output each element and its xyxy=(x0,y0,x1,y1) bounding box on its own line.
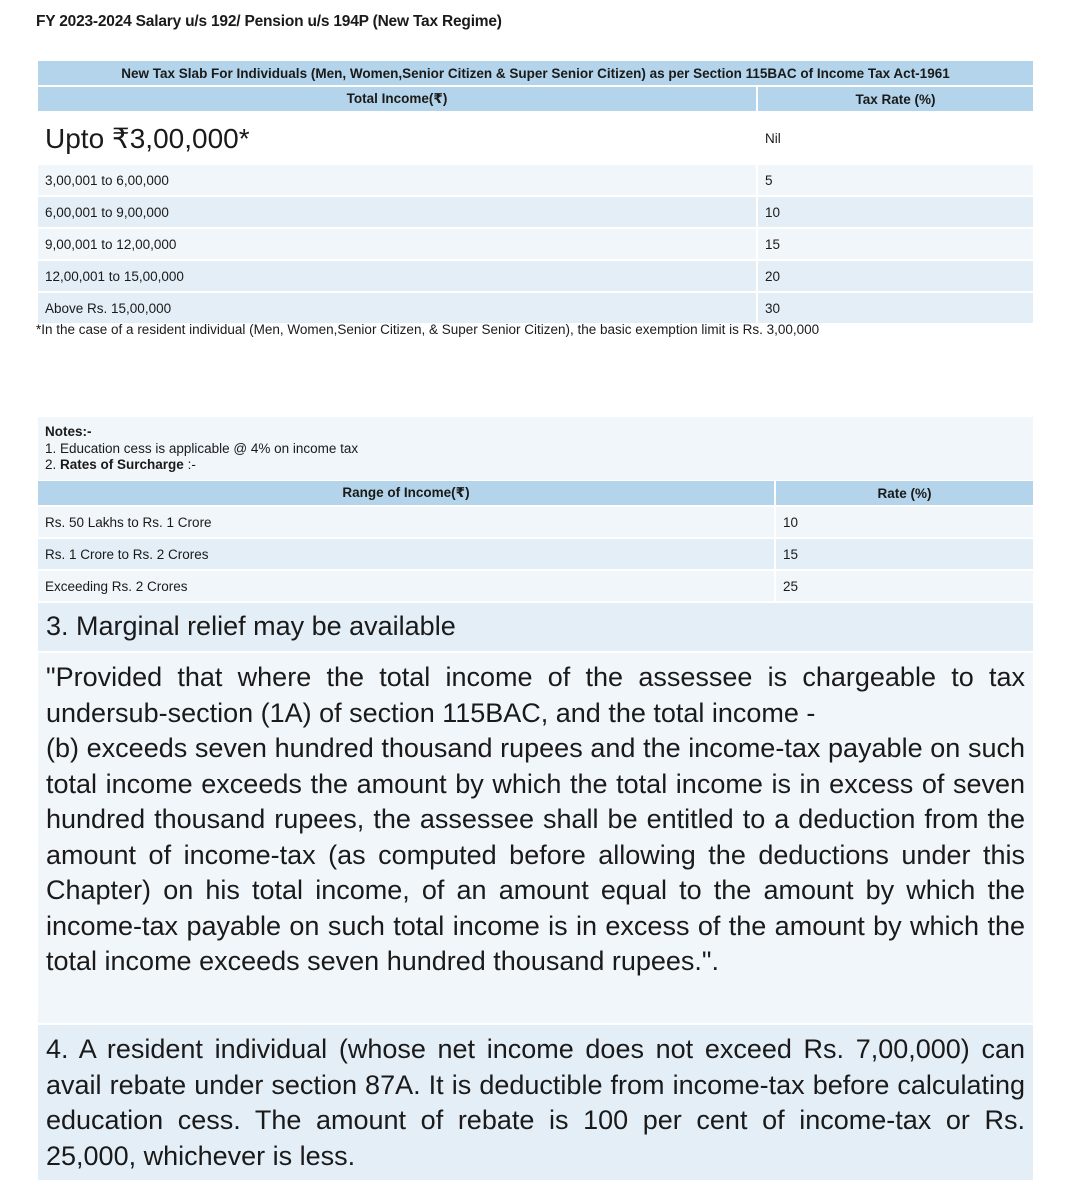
income-cell: 6,00,001 to 9,00,000 xyxy=(38,197,756,227)
surcharge-table xyxy=(38,481,1033,601)
table-row xyxy=(38,539,1033,569)
notes-section xyxy=(38,417,1033,480)
notes-heading: Notes:- xyxy=(45,424,92,439)
proviso-text-part2: (b) exceeds seven hundred thousand rupees and the income-tax payable on such total income exceeds the amount by which the total income is in excess of seven hundred thousand rupees, the assessee shall be entitled to a deduction from the amount of income-tax (as computed before allowing the deductions under this Chapter) on his total income, of an amount equal to the amount by which the income-tax payable on such total income is in excess of the amount by which the total income exceeds seven hundred thousand rupees.". xyxy=(46,733,1025,976)
exemption-footnote: *In the case of a resident individual (Men, Women,Senior Citizen, & Super Senior Citizen), the basic exemption limit is Rs. 3,00,000 xyxy=(36,322,820,337)
column-header-range-of-income: Range of Income(₹) xyxy=(38,481,774,505)
note-number: 2. xyxy=(45,457,61,472)
note-marginal-relief-heading: 3. Marginal relief may be available xyxy=(38,603,1033,651)
range-cell: Rs. 50 Lakhs to Rs. 1 Crore xyxy=(38,507,774,537)
table-caption: New Tax Slab For Individuals (Men, Women,Senior Citizen & Super Senior Citizen) as per Section 115BAC of Income Tax Act-1961 xyxy=(38,61,1033,85)
table-row xyxy=(38,197,1033,227)
note-education-cess: 1. Education cess is applicable @ 4% on income tax xyxy=(45,440,359,456)
rate-cell: 15 xyxy=(758,229,1033,259)
column-header-total-income: Total Income(₹) xyxy=(38,87,756,111)
range-cell: Exceeding Rs. 2 Crores xyxy=(38,571,774,601)
rate-cell: 30 xyxy=(758,293,1033,323)
note-surcharge-label xyxy=(45,457,1026,474)
income-cell: Upto ₹3,00,000* xyxy=(38,111,756,165)
rate-cell: 10 xyxy=(776,507,1033,537)
note-rebate-87a: 4. A resident individual (whose net income does not exceed Rs. 7,00,000) can avail rebate under section 87A. It is deductible from income-tax before calculating education cess. The amount of rebate is 100 per cent of income-tax or Rs. 25,000, whichever is less. xyxy=(38,1025,1033,1180)
table-row xyxy=(38,507,1033,537)
table-row xyxy=(38,293,1033,323)
column-header-tax-rate: Tax Rate (%) xyxy=(758,87,1033,111)
note-marginal-relief-body xyxy=(38,653,1033,1023)
note-surcharge-title: Rates of Surcharge xyxy=(60,457,184,472)
income-cell: 3,00,001 to 6,00,000 xyxy=(38,165,756,195)
table-row xyxy=(38,571,1033,601)
table-row xyxy=(38,261,1033,291)
income-cell: Above Rs. 15,00,000 xyxy=(38,293,756,323)
tax-slab-table xyxy=(38,61,1033,323)
range-cell: Rs. 1 Crore to Rs. 2 Crores xyxy=(38,539,774,569)
column-header-rate: Rate (%) xyxy=(776,481,1033,505)
rate-cell: 20 xyxy=(758,261,1033,291)
note-suffix: :- xyxy=(183,457,196,472)
rate-cell: Nil xyxy=(758,111,1033,165)
rate-cell: 5 xyxy=(758,165,1033,195)
rate-cell: 10 xyxy=(758,197,1033,227)
table-row xyxy=(38,111,1033,165)
income-cell: 9,00,001 to 12,00,000 xyxy=(38,229,756,259)
table-row xyxy=(38,165,1033,195)
page-title: FY 2023-2024 Salary u/s 192/ Pension u/s 194P (New Tax Regime) xyxy=(36,13,502,30)
proviso-text-part1: "Provided that where the total income of the assessee is chargeable to tax undersub-section (1A) of section 115BAC, and the total income - xyxy=(46,662,1025,728)
table-row xyxy=(38,229,1033,259)
rate-cell: 15 xyxy=(776,539,1033,569)
rate-cell: 25 xyxy=(776,571,1033,601)
income-cell: 12,00,001 to 15,00,000 xyxy=(38,261,756,291)
